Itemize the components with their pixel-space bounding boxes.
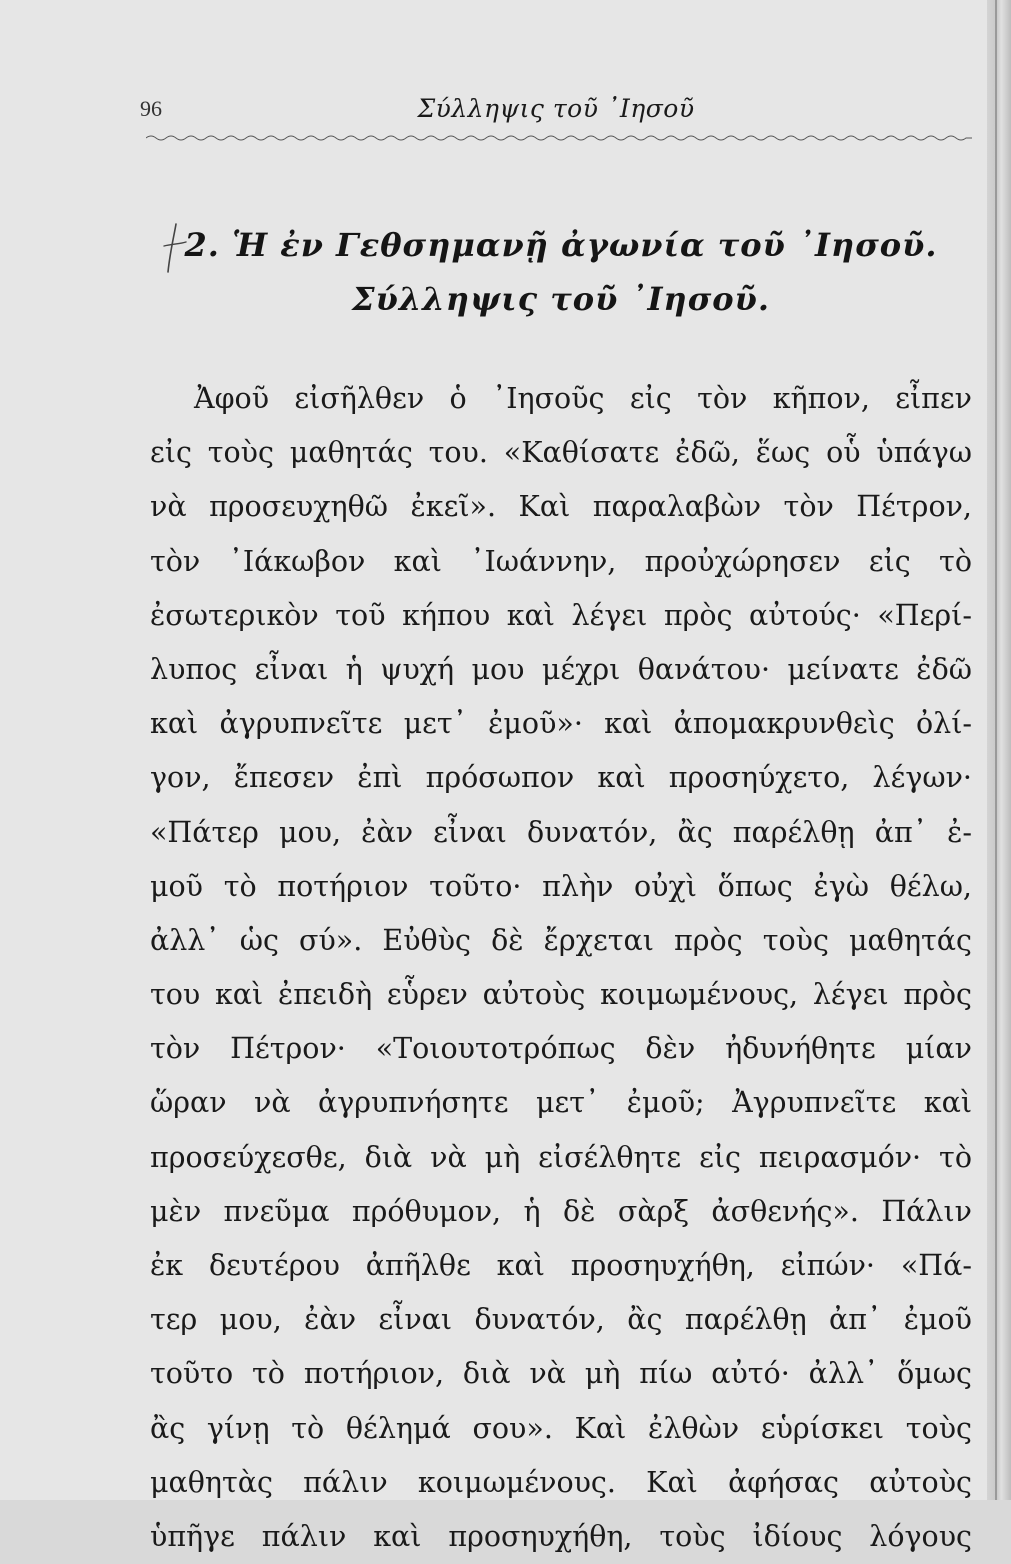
text-line: ἐσωτερικὸν τοῦ κήπου καὶ λέγει πρὸς αὐτούς· «Περί- [150, 598, 972, 632]
text-line: μαθητὰς πάλιν κοιμωμένους. Καὶ ἀφήσας αὐτοὺς [150, 1465, 972, 1499]
running-title: Σύλληψις τοῦ ᾿Ιησοῦ [417, 94, 695, 123]
text-line: τὸν Πέτρον· «Τοιουτοτρόπως δὲν ἠδυνήθητε μίαν [150, 1032, 972, 1066]
page-header [140, 96, 972, 136]
page-number: 96 [140, 96, 162, 121]
text-line: τὸν ᾿Ιάκωβον καὶ ᾿Ιωάννην, προὐχώρησεν εἰς τὸ [150, 544, 972, 578]
text-line: μὲν πνεῦμα πρόθυμον, ἡ δὲ σὰρξ ἀσθενής». Πάλιν [150, 1194, 972, 1228]
text-line: ἀλλ᾿ ὡς σύ». Εὐθὺς δὲ ἔρχεται πρὸς τοὺς μαθητάς [150, 923, 972, 957]
text-line: ὥραν νὰ ἀγρυπνήσητε μετ᾿ ἐμοῦ; Ἀγρυπνεῖτε καὶ [150, 1086, 972, 1120]
wavy-divider-rule [146, 132, 972, 144]
text-line: προσεύχεσθε, διὰ νὰ μὴ εἰσέλθητε εἰς πειρασμόν· τὸ [150, 1140, 972, 1174]
chapter-title-line-1: 2. Ἡ ἐν Γεθσημανῇ ἀγωνία τοῦ ᾿Ιησοῦ. [184, 226, 938, 264]
text-line: νὰ προσευχηθῶ ἐκεῖ». Καὶ παραλαβὼν τὸν Πέτρον, [150, 490, 972, 524]
text-line: ἂς γίνῃ τὸ θέλημά σου». Καὶ ἐλθὼν εὑρίσκει τοὺς [150, 1411, 972, 1445]
text-line: ἐκ δευτέρου ἀπῆλθε καὶ προσηυχήθη, εἰπών· «Πά- [150, 1249, 972, 1282]
text-line: Ἀφοῦ εἰσῆλθεν ὁ ᾿Ιησοῦς εἰς τὸν κῆπον, εἶπεν [194, 382, 972, 415]
text-line: τοῦτο τὸ ποτήριον, διὰ νὰ μὴ πίω αὐτό· ἀλλ᾿ ὅμως [150, 1357, 972, 1391]
text-line: καὶ ἀγρυπνεῖτε μετ᾿ ἐμοῦ»· καὶ ἀπομακρυνθεὶς ὀλί- [150, 707, 972, 741]
text-line: τερ μου, ἐὰν εἶναι δυνατόν, ἂς παρέλθῃ ἀπ᾿ ἐμοῦ [150, 1303, 972, 1337]
text-line: μοῦ τὸ ποτήριον τοῦτο· πλὴν οὐχὶ ὅπως ἐγὼ θέλω, [150, 869, 972, 903]
text-line: του καὶ ἐπειδὴ εὗρεν αὐτοὺς κοιμωμένους, λέγει πρὸς [150, 978, 972, 1012]
chapter-title-line-2: Σύλληψις τοῦ ᾿Ιησοῦ. [352, 280, 770, 318]
text-line: γον, ἔπεσεν ἐπὶ πρόσωπον καὶ προσηύχετο, λέγων· [150, 761, 972, 795]
text-line: λυπος εἶναι ἡ ψυχή μου μέχρι θανάτου· μείνατε ἐδῶ [150, 652, 972, 686]
text-line: «Πάτερ μου, ἐὰν εἶναι δυνατόν, ἂς παρέλθῃ ἀπ᾿ ἐ- [150, 815, 972, 849]
text-line: εἰς τοὺς μαθητάς του. «Καθίσατε ἐδῶ, ἕως οὗ ὑπάγω [150, 436, 972, 470]
text-line: ὑπῆγε πάλιν καὶ προσηυχήθη, τοὺς ἰδίους λόγους [150, 1519, 972, 1553]
body-text [150, 372, 972, 1564]
page-spine-edge [987, 0, 1011, 1500]
